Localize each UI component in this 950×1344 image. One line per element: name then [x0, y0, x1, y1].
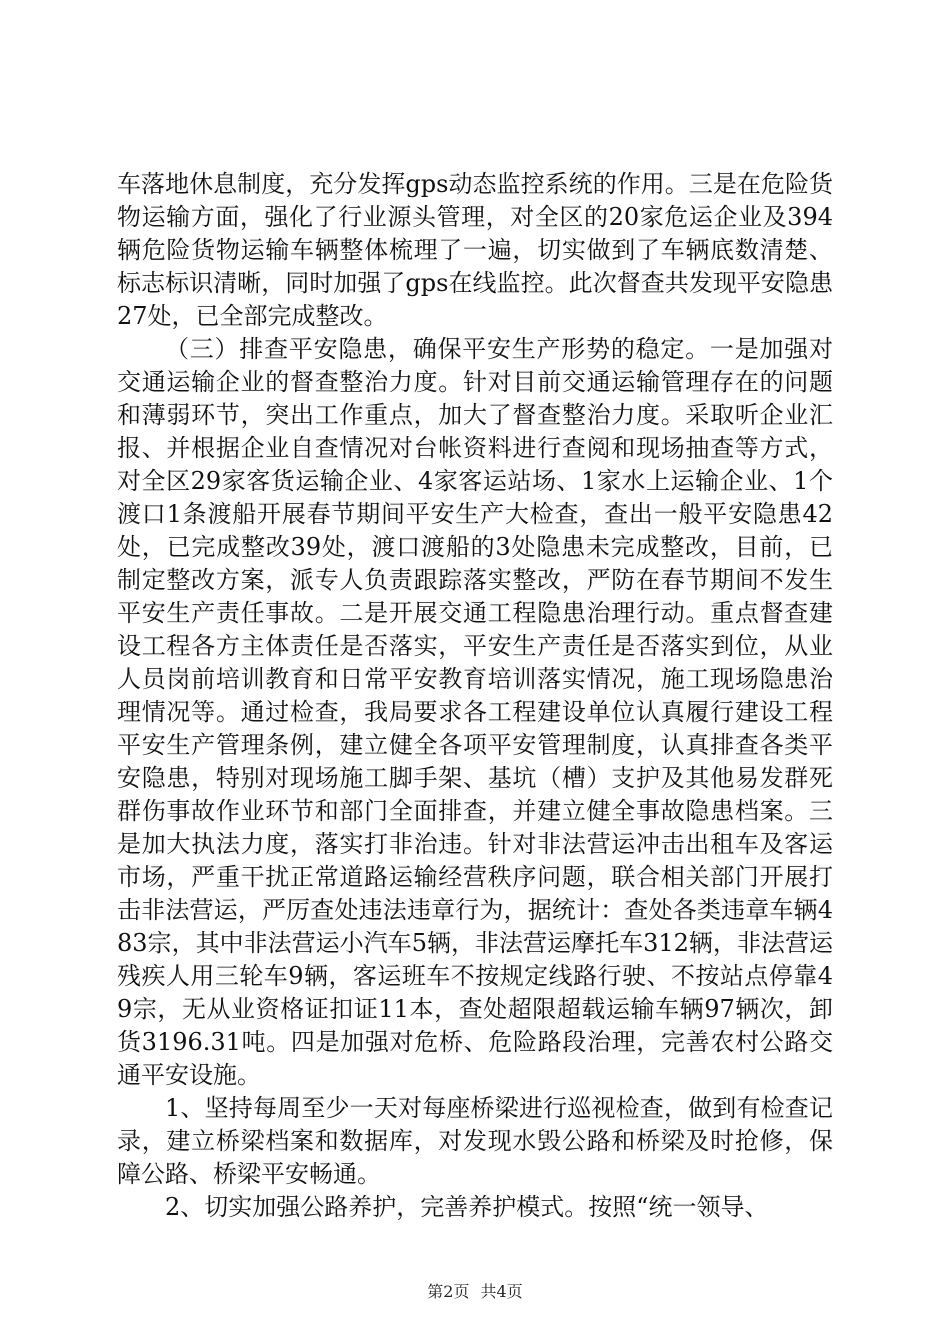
paragraph-2: （三）排查平安隐患，确保平安生产形势的稳定。一是加强对交通运输企业的督查整治力度。针对目前交通运输管理存在的问题和薄弱环节，突出工作重点，加大了督查整治力度。采取听企业汇报、并根据企业自查情况对台帐资料进行查阅和现场抽查等方式，对全区29家客货运输企业、4家客运站场、1家水上运输企业、1个渡口1条渡船开展春节期间平安生产大检查，查出一般平安隐患42处，已完成整改39处，渡口渡船的3处隐患未完成整改，目前，已制定整改方案，派专人负责跟踪落实整改，严防在春节期间不发生平安生产责任事故。二是开展交通工程隐患治理行动。重点督查建设工程各方主体责任是否落实，平安生产责任是否落实到位，从业人员岗前培训教育和日常平安教育培训落实情况，施工现场隐患治理情况等。通过检查，我局要求各工程建设单位认真履行建设工程平安生产管理条例，建立健全各项平安管理制度，认真排查各类平安隐患，特别对现场施工脚手架、基坑（槽）支护及其他易发群死群伤事故作业环节和部门全面排查，并建立健全事故隐患档案。三是加大执法力度，落实打非治违。针对非法营运冲击出租车及客运市场，严重干扰正常道路运输经营秩序问题，联合相关部门开展打击非法营运，严厉查处违法违章行为，据统计：查处各类违章车辆483宗，其中非法营运小汽车5辆，非法营运摩托车312辆，非法营运残疾人用三轮车9辆，客运班车不按规定线路行驶、不按站点停靠49宗，无从业资格证扣证11本，查处超限超载运输车辆97辆次，卸货3196.31吨。四是加强对危桥、危险路段治理，完善农村公路交通平安设施。 — [117, 335, 833, 1089]
body-text — [117, 168, 833, 1224]
page-footer — [0, 1282, 950, 1302]
paragraph-1: 车落地休息制度，充分发挥gps动态监控系统的作用。三是在危险货物运输方面，强化了行业源头管理，对全区的20家危运企业及394辆危险货物运输车辆整体梳理了一遍，切实做到了车辆底数清楚、标志标识清晰，同时加强了gps在线监控。此次督查共发现平安隐患27处，已全部完成整改。 — [117, 170, 833, 330]
page-total: 共4页 — [480, 1282, 523, 1301]
paragraph-4: 2、切实加强公路养护，完善养护模式。按照“统一领导、 — [165, 1193, 769, 1221]
paragraph-3: 1、坚持每周至少一天对每座桥梁进行巡视检查，做到有检查记录，建立桥梁档案和数据库，对发现水毁公路和桥梁及时抢修，保障公路、桥梁平安畅通。 — [117, 1094, 833, 1188]
page-number: 第2页 — [427, 1282, 470, 1301]
